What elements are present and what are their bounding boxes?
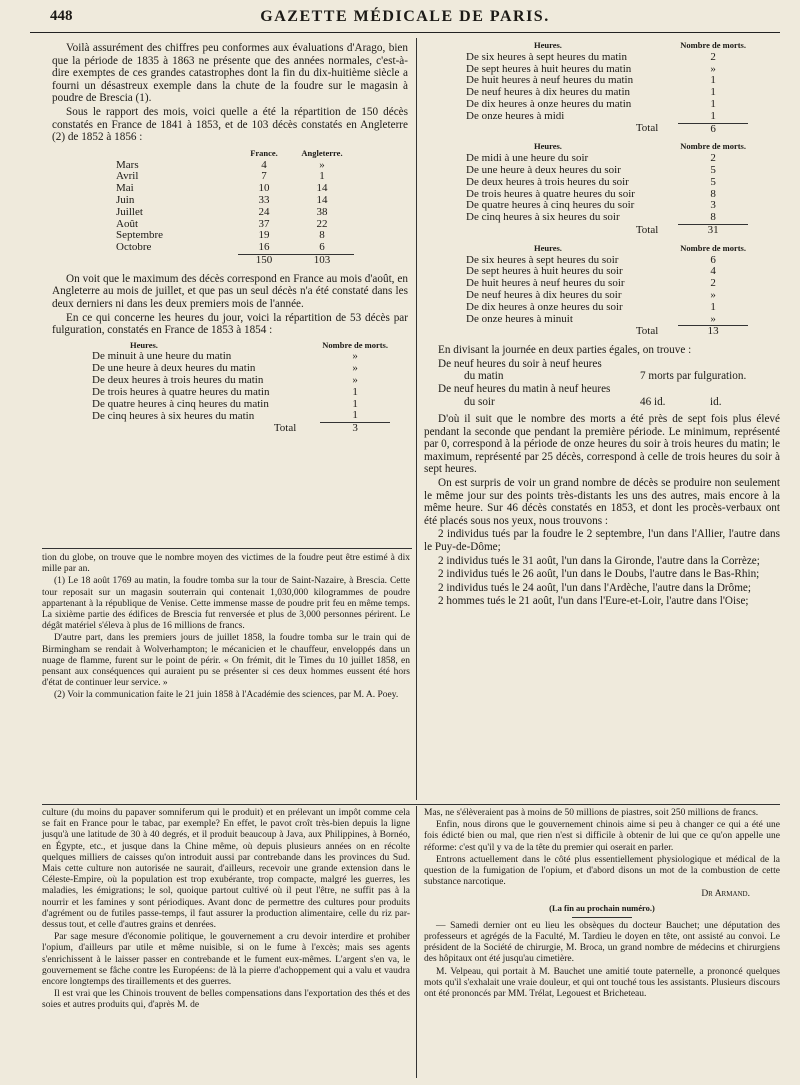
month-label: Septembre — [116, 229, 164, 242]
angleterre-value: 22 — [316, 217, 328, 230]
row-value: 8 — [710, 211, 716, 224]
footnote-2: (2) Voir la communication faite le 21 juin 1858 à l'Académie des sciences, par M. A. Poey. — [54, 690, 399, 701]
table-row — [464, 302, 748, 314]
t2-total-label: Total — [635, 223, 659, 236]
row-value: 5 — [710, 163, 716, 176]
t3-total: 13 — [678, 326, 748, 338]
table-row — [464, 212, 748, 224]
angleterre-value: 14 — [316, 193, 328, 206]
bottom-right-column — [424, 808, 780, 1001]
t3-total-label: Total — [635, 325, 659, 338]
row-label: De deux heures à trois heures du soir — [466, 175, 629, 188]
row-label: De huit heures à neuf heures du soir — [466, 277, 625, 290]
row-value: » — [352, 350, 358, 363]
table-row — [464, 200, 748, 212]
list-item: 2 individus tués le 26 août, l'un dans le Doubs, l'autre dans le Bas-Rhin; — [438, 568, 760, 581]
france-value: 7 — [261, 170, 267, 183]
angleterre-value: 38 — [316, 205, 328, 218]
t1-header-heures: Heures. — [534, 40, 562, 50]
division-1b-value: 7 morts par fulguration. — [640, 370, 747, 383]
t3-header-nombre: Nombre de morts. — [680, 242, 746, 253]
division-line-1a: De neuf heures du soir à neuf heures — [438, 357, 602, 370]
row-value: 1 — [710, 97, 716, 110]
row-label: De dix heures à onze heures du matin — [466, 97, 632, 110]
column-divider — [416, 38, 417, 800]
col-header-nombre: Nombre de morts. — [322, 339, 388, 350]
month-label: Avril — [116, 170, 139, 183]
row-value: » — [352, 362, 358, 375]
row-label: De six heures à sept heures du matin — [466, 50, 627, 63]
list-item: 2 individus tués par la foudre le 2 septembre, l'un dans l'Allier, l'autre dans le Puy-de-Dôme; — [424, 528, 780, 554]
total-value: 3 — [320, 423, 390, 435]
table-row — [90, 410, 390, 422]
hours-table-afternoon — [464, 141, 748, 236]
row-label: De neuf heures à dix heures du matin — [466, 86, 631, 99]
t1-total-label: Total — [635, 122, 659, 135]
division-2b-label: du soir — [464, 395, 495, 408]
row-label: De dix heures à onze heures du soir — [466, 300, 623, 313]
row-label: De minuit à une heure du matin — [92, 350, 232, 363]
total-france: 150 — [238, 254, 290, 266]
angleterre-value: 14 — [316, 182, 328, 195]
row-value: 1 — [352, 385, 358, 398]
author-signature: Dr Armand. — [701, 889, 750, 900]
table-row — [114, 230, 354, 242]
row-value: 3 — [710, 199, 716, 212]
months-table — [114, 148, 354, 267]
footnote-lead: tion du globe, on trouve que le nombre moyen des victimes de la foudre peut être estimé à dix mille par an. — [42, 553, 410, 575]
table-row — [464, 177, 748, 189]
paragraph-physiologique: Entrons actuellement dans le côté plus essentiellement physiologique et médical de la question de la fumigation de l'opium, et d'abord disons un mot de la combustion de cette substance narcotique. — [424, 854, 780, 888]
table-row — [464, 165, 748, 177]
row-value: 1 — [710, 86, 716, 99]
row-label: De huit heures à neuf heures du matin — [466, 74, 634, 87]
row-value: » — [710, 288, 716, 301]
row-label: De midi à une heure du soir — [466, 152, 589, 165]
t1-total: 6 — [678, 123, 748, 135]
row-value: » — [710, 312, 716, 325]
angleterre-value: » — [319, 158, 325, 171]
t1-header-nombre: Nombre de morts. — [680, 40, 746, 50]
col-header-angleterre: Angleterre. — [301, 147, 343, 158]
row-label: De neuf heures à dix heures du soir — [466, 288, 622, 301]
paragraph-surprise: On est surpris de voir un grand nombre de décès se produire non seulement le même jour sur des points très-distants les uns des autres, mais encore à la même heure. Sur 46 décès constatés en 1853, et dont les procès-verbaux ont été placés sous nos yeux, nous trouvons : — [424, 477, 780, 527]
left-upper-column — [52, 42, 408, 435]
page-header — [30, 6, 780, 33]
row-label: De une heure à deux heures du soir — [466, 163, 621, 176]
bottom-column-divider — [416, 806, 417, 1078]
row-value: 2 — [710, 50, 716, 63]
angleterre-value: 1 — [319, 170, 325, 183]
table-row — [464, 52, 748, 64]
news-rule — [572, 917, 632, 918]
total-label: Total — [273, 422, 297, 435]
row-label: De une heure à deux heures du matin — [92, 362, 256, 375]
paragraph-maximum: On voit que le maximum des décès correspond en France au mois d'août, en Angleterre au mois de juillet, et que pas un seul décès n'a été constaté dans les deux derniers ni dans les deux premiers mois de l'année. — [52, 272, 408, 310]
row-value: 1 — [710, 300, 716, 313]
hours-table-night — [90, 340, 390, 435]
footnote-rule — [42, 548, 412, 549]
hours-table-morning — [464, 40, 748, 135]
table-row — [464, 99, 748, 111]
row-label: De quatre heures à cinq heures du matin — [92, 397, 269, 410]
row-label: De trois heures à quatre heures du soir — [466, 187, 635, 200]
paragraph-arago: Voilà assurément des chiffres peu conformes aux évaluations d'Arago, bien que la période de 1835 à 1863 ne présente que des années normales, c'est-à-dire exemptes de ces grandes catastrophes dont la fin du dix-huitième siècle a fourni un désastreux exemple dans la chute de la foudre sur le magasin à poudre de Brescia (1). — [52, 42, 408, 105]
footnote-1: (1) Le 18 août 1769 au matin, la foudre tomba sur la tour de Saint-Nazaire, à Brescia. Cette tour reposait sur un magasin souterrain qui contenait 1,030,000 kilogrammes de poudre appartenant à la république de Venise. Cette immense masse de poudre prit feu en même temps. La sixième partie des édifices de Brescia fut renversée et plus de 3,000 personnes périrent. Le dégât matériel s'éleva à plus de 16 millions de francs. — [42, 576, 410, 632]
paragraph-mas: Mas, ne s'élèveraient pas à moins de 50 millions de piastres, soit 250 millions de francs. — [424, 808, 759, 818]
row-value: 8 — [710, 187, 716, 200]
row-label: De deux heures à trois heures du matin — [92, 374, 264, 387]
t2-total: 31 — [678, 224, 748, 236]
footnote-1-continued: D'autre part, dans les premiers jours de juillet 1858, la foudre tomba sur le train qui de Birmingham se rendait à Wolverhampton; le mécanicien et le chauffeur, enveloppés dans un nuage de flamme, furent sur le point de périr. « On frémit, dit le Times du 10 juillet 1858, en pensant aux conséquences qui auraient pu se présenter si ces deux hommes eussent été hors d'état de continuer leur service. » — [42, 633, 410, 689]
page-number: 448 — [50, 8, 73, 24]
division-1b-label: du matin — [464, 370, 504, 383]
to-be-continued: (La fin au prochain numéro.) — [549, 902, 655, 913]
paragraph-months-intro: Sous le rapport des mois, voici quelle a été la répartition de 150 décès constatés en France de 1841 à 1853, et de 103 décès constatés en Angleterre (2) de 1852 à 1856 : — [52, 105, 408, 144]
table-row — [90, 387, 390, 399]
month-label: Août — [116, 217, 138, 230]
division-results — [438, 358, 780, 408]
france-value: 19 — [258, 229, 270, 242]
t2-header-heures: Heures. — [534, 141, 562, 152]
paragraph-conclusion: D'où il suit que le nombre des morts a été près de sept fois plus élevé pendant la seconde que pendant la première période. Le minimum, représenté par 0, correspond à la période de onze heures du soir à trois heures du matin; le maximum, représenté par 25 décès, correspond à celle de trois heures du soir à sept heures. — [424, 413, 780, 476]
row-value: 1 — [352, 409, 358, 422]
t3-header-heures: Heures. — [534, 242, 562, 253]
paragraph-velpeau: M. Velpeau, qui portait à M. Bauchet une amitié toute paternelle, a prononcé quelques mots qu'il s'exhalait une vraie douleur, et qui ont touché tous les assistants. Plusieurs discours ont été prononcés par MM. Trélat, Legouest et Bricheteau. — [424, 966, 780, 1000]
section-divider — [42, 804, 780, 805]
angleterre-value: 6 — [319, 241, 325, 254]
paragraph-division: En divisant la journée en deux parties égales, on trouve : — [438, 344, 692, 357]
france-value: 10 — [258, 182, 270, 195]
hours-table-evening — [464, 243, 748, 338]
month-label: Juin — [116, 193, 135, 206]
table-row — [114, 195, 354, 207]
month-label: Juillet — [116, 205, 143, 218]
left-footnotes — [42, 553, 410, 703]
paragraph-economie: Par sage mesure d'économie politique, le gouvernement a cru devoir interdire et prohiber l'opium, d'ailleurs par utile et même nuisible, si on le fume à l'excès; mais ses agents s'enrichissent à le laisser passer en contrebande et le fument eux-mêmes. L'argent s'en va, le gouvernement se fâche contre les Européens: de là la pierre d'achoppement qui a valu et vaudra encore longtemps des tiraillements et des guerres. — [42, 932, 410, 988]
row-label: De quatre heures à cinq heures du soir — [466, 199, 635, 212]
paragraph-reforme: Enfin, nous dirons que le gouvernement chinois aime si peu à changer ce qui a été une fois édicté bien ou mal, que rien n'est si difficile à obtenir de lui que ce qu'on appelle une réforme: c'est qu'il y va de la tête du premier qui oserait en parler. — [424, 820, 780, 853]
paragraph-hours-intro: En ce qui concerne les heures du jour, voici la répartition de 53 décès par fulguration, constatés en France de 1853 à 1854 : — [52, 311, 408, 337]
row-label: De cinq heures à six heures du matin — [92, 409, 255, 422]
row-label: De trois heures à quatre heures du matin — [92, 385, 270, 398]
row-value: 1 — [710, 74, 716, 87]
col-header-heures: Heures. — [130, 339, 158, 350]
list-item: 2 individus tués le 24 août, l'un dans l'Ardèche, l'autre dans la Drôme; — [438, 581, 752, 594]
list-item: 2 hommes tués le 21 août, l'un dans l'Eure-et-Loir, l'autre dans l'Oise; — [438, 595, 749, 608]
division-line-2b — [438, 396, 780, 409]
row-value: 1 — [710, 109, 716, 122]
row-label: De onze heures à minuit — [466, 312, 573, 325]
row-value: 4 — [710, 265, 716, 278]
row-value: 1 — [352, 397, 358, 410]
journal-title: GAZETTE MÉDICALE DE PARIS. — [260, 8, 550, 25]
row-label: De onze heures à midi — [466, 110, 565, 123]
paragraph-culture: culture (du moins du papaver somniferum qui le produit) et en prélevant un impôt comme cela se fait en France pour le tabac, par exemple? En effet, le pavot croît très-bien depuis la ligne jusqu'à une latitude de 30 à 40 degrés, et il produit beaucoup à Java, aux Philippines, à Bornéo, en Égypte, etc., et jusque dans la Chine même, où depuis plusieurs années on en récolte quelques milliers de caisses qu'on introduit aussi par contrebande dans les provinces du Sud. Mais cette culture non autorisée ne saurait, d'ailleurs, recevoir une grande extension dans le Céleste-Empire, où la population est trop exubérante, trop compacte, malgré les guerres, les maladies, les émigrations; le sol, quoique partout cultivé où il peut l'être, ne suffit pas à la nourrir et les famines y sont périodiques. Avant donc de permettre des cultures pour produits d'agrément ou de futiles passe-temps, il faut assurer la production alimentaire, celle du riz par-dessus tout, et celle d'autres grains et denrées. — [42, 808, 410, 931]
paragraph-chinois: Il est vrai que les Chinois trouvent de belles compensations dans l'exportation des thés et des soies et autres produits qui, d'après M. de — [42, 989, 410, 1011]
table-row — [464, 290, 748, 302]
division-line-2a: De neuf heures du matin à neuf heures — [438, 382, 611, 395]
row-value: » — [710, 62, 716, 75]
row-label: De sept heures à huit heures du matin — [466, 62, 632, 75]
row-value: 5 — [710, 175, 716, 188]
t2-header-nombre: Nombre de morts. — [680, 141, 746, 152]
france-value: 4 — [261, 158, 267, 171]
table-row — [114, 207, 354, 219]
month-label: Mars — [116, 158, 139, 171]
france-value: 37 — [258, 217, 270, 230]
division-2b-id: id. — [710, 395, 722, 408]
row-label: De cinq heures à six heures du soir — [466, 211, 620, 224]
table-row — [114, 242, 354, 254]
bottom-left-column — [42, 808, 410, 1013]
table-row — [90, 399, 390, 411]
list-item: 2 individus tués le 31 août, l'un dans la Gironde, l'autre dans la Corrèze; — [438, 554, 760, 567]
division-line-1b — [438, 370, 780, 383]
paragraph-obseques: — Samedi dernier ont eu lieu les obsèques du docteur Bauchet; une députation des professeurs et agrégés de la Faculté, M. Tardieu le doyen en tête, ont assisté au convoi. Le président de la Société de chirurgie, M. Broca, un grand nombre de médecins et chirurgiens des hôpitaux ont été jusqu'au cimetière. — [424, 920, 780, 965]
table-row — [114, 160, 354, 172]
total-angleterre: 103 — [290, 254, 354, 266]
col-header-france: France. — [250, 147, 278, 158]
angleterre-value: 8 — [319, 229, 325, 242]
month-label: Octobre — [116, 241, 152, 254]
row-value: 2 — [710, 277, 716, 290]
row-value: 6 — [710, 253, 716, 266]
france-value: 33 — [258, 193, 270, 206]
row-label: De sept heures à huit heures du soir — [466, 265, 623, 278]
row-value: » — [352, 374, 358, 387]
division-2b-value: 46 id. — [640, 395, 666, 408]
month-label: Mai — [116, 182, 134, 195]
table-row — [464, 111, 748, 123]
table-row — [464, 314, 748, 326]
france-value: 24 — [258, 205, 270, 218]
row-value: 2 — [710, 152, 716, 165]
row-label: De six heures à sept heures du soir — [466, 253, 619, 266]
right-upper-column — [424, 40, 780, 609]
france-value: 16 — [258, 241, 270, 254]
